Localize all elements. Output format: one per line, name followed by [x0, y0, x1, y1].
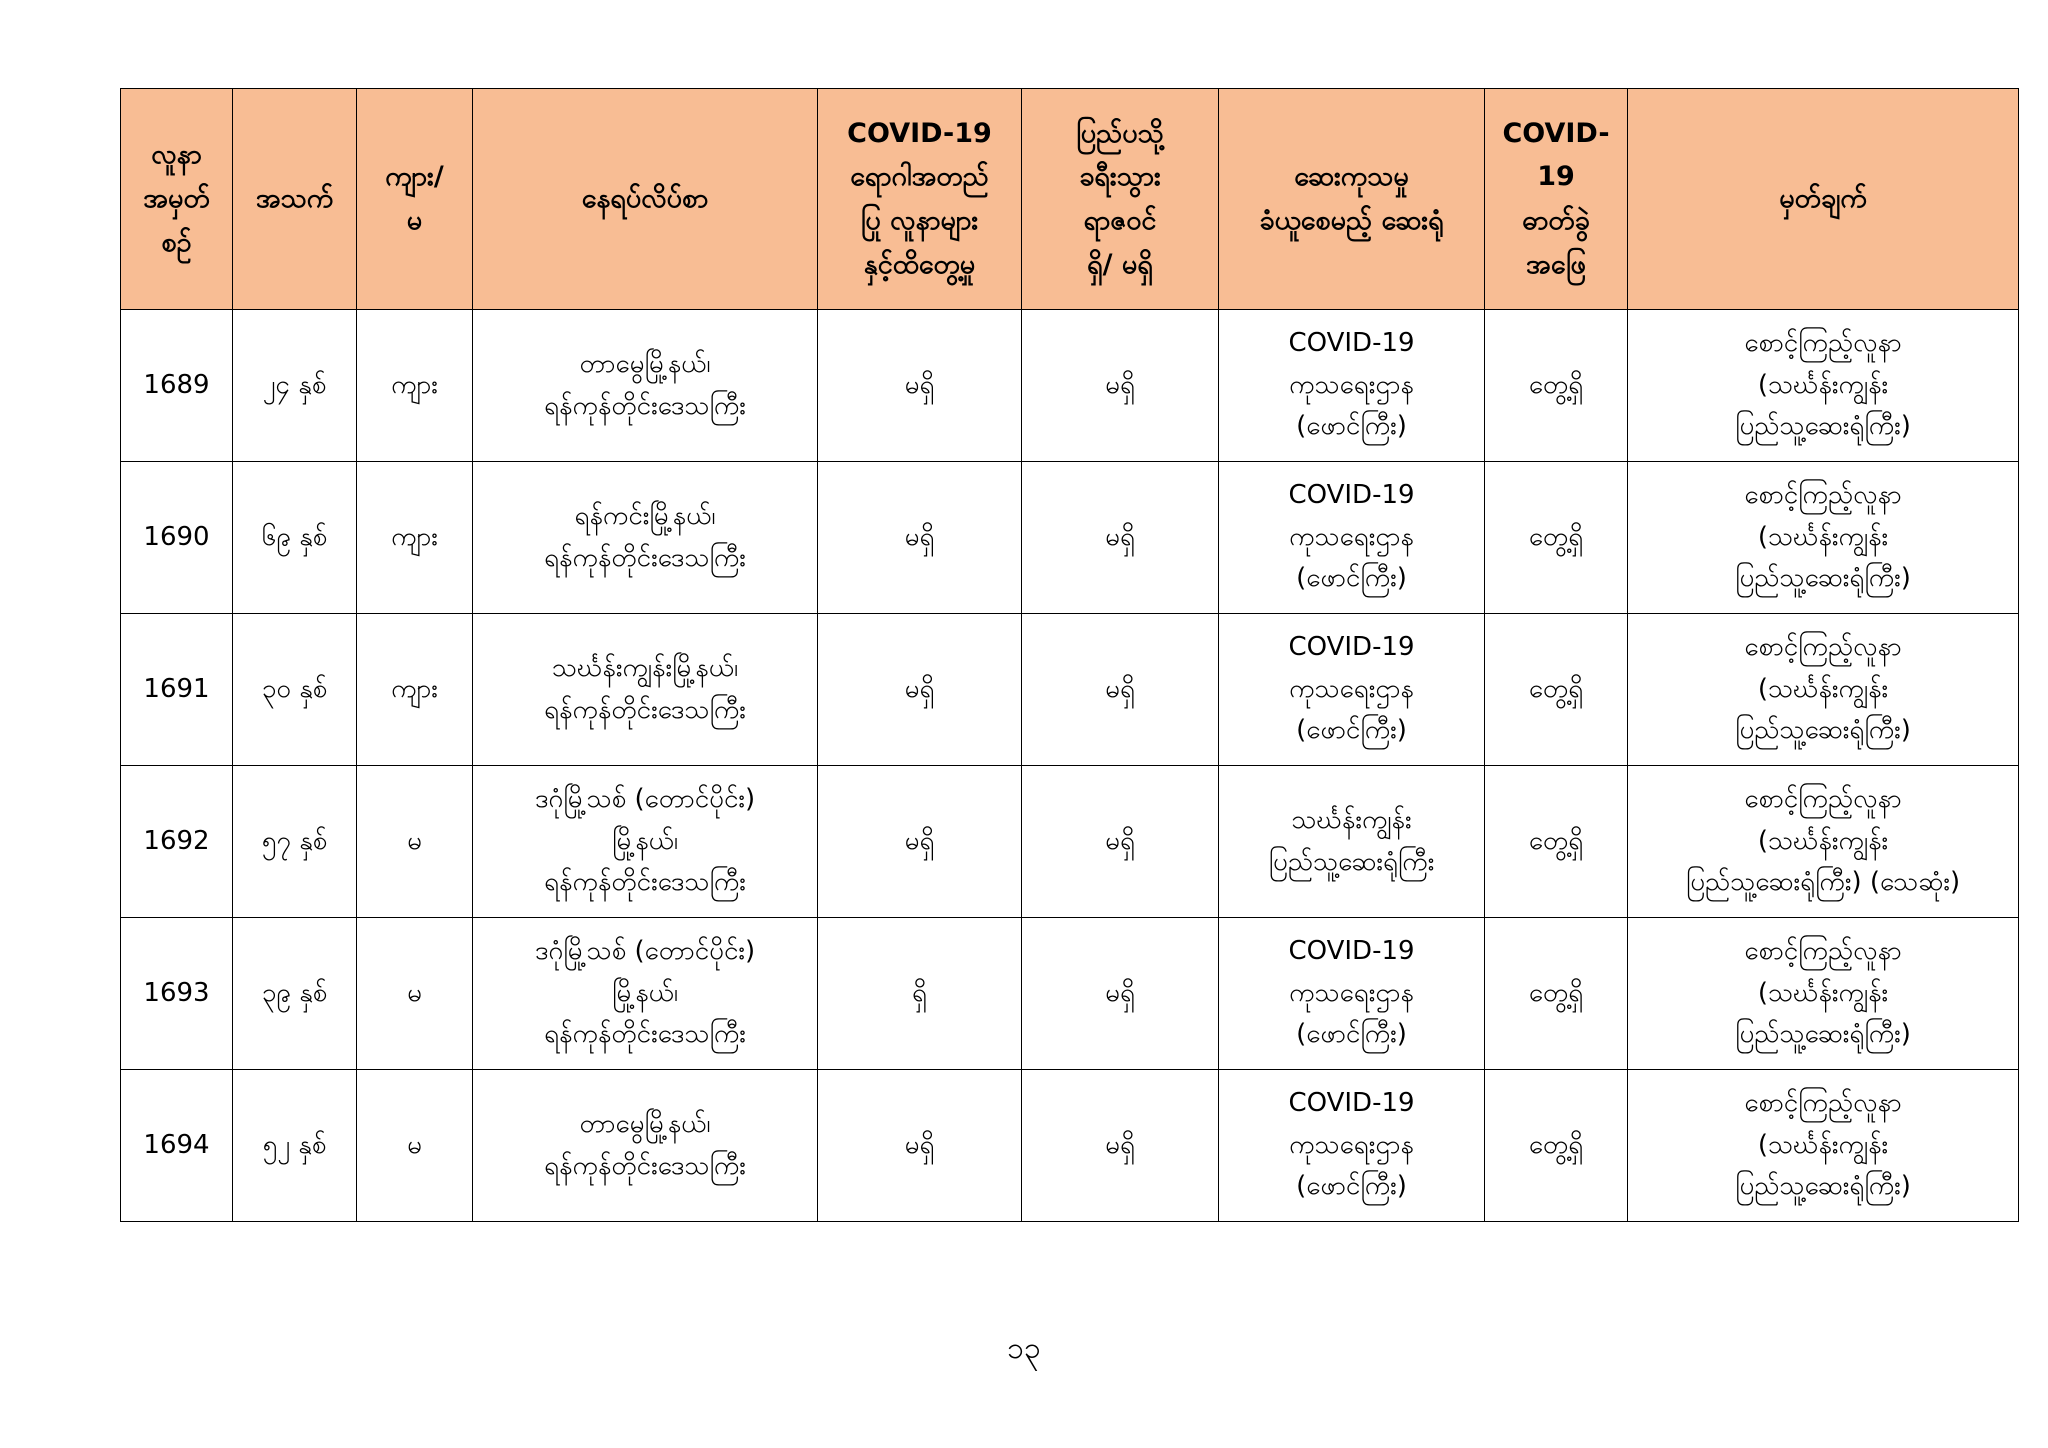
cell-line: (သင်္ဃန်းကျွန်း — [1757, 521, 1889, 552]
cell-line: တွေ့ရှိ — [1528, 1129, 1584, 1160]
cell-line: ရှိ — [912, 977, 927, 1008]
cell-line: (သင်္ဃန်းကျွန်း — [1757, 369, 1889, 400]
cell-line: ရန်ကုန်တိုင်းဒေသကြီး — [544, 694, 746, 725]
cell-line: ကုသရေးဌာန — [1289, 521, 1414, 552]
cell-remarks — [1628, 310, 2019, 462]
header-line: COVID- — [1502, 117, 1610, 149]
cell-travel-history — [1022, 1070, 1219, 1222]
cell-line: တွေ့ရှိ — [1528, 369, 1584, 400]
cell-line: 1689 — [143, 369, 210, 400]
cell-travel-history — [1022, 918, 1219, 1070]
cell-treatment-hospital — [1219, 766, 1485, 918]
cell-remarks — [1628, 918, 2019, 1070]
cell-line: (သင်္ဃန်းကျွန်း — [1757, 977, 1889, 1008]
cell-address — [473, 918, 818, 1070]
cell-travel-history — [1022, 462, 1219, 614]
cell-age — [233, 462, 357, 614]
cell-line: ပြည်သူ့ဆေးရုံကြီး) — [1735, 1171, 1911, 1202]
table-row — [121, 918, 2019, 1070]
cell-remarks — [1628, 462, 2019, 614]
cell-line: (ဖောင်ကြီး) — [1296, 1019, 1407, 1050]
cell-line: COVID-19 — [1288, 480, 1415, 511]
cell-contact-history — [818, 614, 1022, 766]
cell-remarks — [1628, 766, 2019, 918]
header-line: နေရပ်လိပ်စာ — [581, 183, 709, 215]
cell-case-number — [121, 766, 233, 918]
cell-line: COVID-19 — [1288, 328, 1415, 359]
cell-age — [233, 614, 357, 766]
cell-line: 1693 — [143, 977, 210, 1008]
cell-line: တွေ့ရှိ — [1528, 977, 1584, 1008]
cell-line: (ဖောင်ကြီး) — [1296, 411, 1407, 442]
cell-line: မ — [407, 825, 422, 856]
cell-address — [473, 310, 818, 462]
cell-travel-history — [1022, 766, 1219, 918]
cell-sex — [357, 766, 473, 918]
cell-line: COVID-19 — [1288, 936, 1415, 967]
header-line: နှင့်ထိတွေ့မှု — [863, 248, 976, 280]
cell-line: မရှိ — [904, 521, 935, 552]
cell-line: သင်္ဃန်းကျွန်းမြို့နယ်၊ — [551, 652, 739, 683]
cell-line: ၃၉ နှစ် — [261, 977, 328, 1008]
cell-address — [473, 1070, 818, 1222]
cell-line: သင်္ဃန်းကျွန်း — [1291, 804, 1412, 835]
cell-line: မရှိ — [1105, 1129, 1135, 1160]
cell-line: ၅၇ နှစ် — [261, 825, 328, 856]
cell-line: ကုသရေးဌာန — [1289, 977, 1414, 1008]
cell-line: ကုသရေးဌာန — [1289, 673, 1414, 704]
table-row — [121, 310, 2019, 462]
cell-line: ရန်ကင်းမြို့နယ်၊ — [574, 500, 716, 531]
cell-line: တာမွေမြို့နယ်၊ — [579, 1108, 711, 1139]
header-line: ကျား/ — [385, 161, 444, 193]
cell-case-number — [121, 462, 233, 614]
cell-lab-result — [1485, 1070, 1628, 1222]
header-treatment-hospital — [1219, 89, 1485, 310]
header-row — [121, 89, 2019, 310]
cell-line: ဒဂုံမြို့သစ် (တောင်ပိုင်း) — [534, 784, 756, 815]
cell-line: (သင်္ဃန်းကျွန်း — [1757, 673, 1889, 704]
cell-address — [473, 462, 818, 614]
cell-line: COVID-19 — [1288, 1088, 1415, 1119]
header-contact-history — [818, 89, 1022, 310]
cell-line: 1690 — [143, 521, 210, 552]
cell-sex — [357, 1070, 473, 1222]
table-header — [121, 89, 2019, 310]
cell-age — [233, 766, 357, 918]
cell-line: 1691 — [143, 673, 210, 704]
cell-remarks — [1628, 1070, 2019, 1222]
cell-line: ပြည်သူ့ဆေးရုံကြီး) — [1735, 715, 1911, 746]
header-line: မှတ်ချက် — [1779, 183, 1867, 215]
cell-line: ၅၂ နှစ် — [262, 1129, 327, 1160]
cell-line: ပြည်သူ့ဆေးရုံကြီး) (သေဆုံး) — [1685, 867, 1961, 898]
cell-line: ၆၉ နှစ် — [261, 521, 328, 552]
cell-lab-result — [1485, 310, 1628, 462]
cell-line: ရန်ကုန်တိုင်းဒေသကြီး — [544, 867, 746, 898]
header-line: 19 — [1537, 161, 1575, 193]
cell-contact-history — [818, 310, 1022, 462]
cell-treatment-hospital — [1219, 310, 1485, 462]
cell-line: ကျား — [391, 673, 438, 704]
case-table-container — [120, 88, 2018, 1222]
header-line: အဖြေ — [1526, 248, 1586, 280]
cell-line: (သင်္ဃန်းကျွန်း — [1757, 825, 1889, 856]
header-age — [233, 89, 357, 310]
cell-line: ၃၀ နှစ် — [261, 673, 328, 704]
cell-line: စောင့်ကြည့်လူနာ — [1744, 1088, 1902, 1119]
page-number: ၁၃ — [1007, 1331, 1041, 1366]
cell-lab-result — [1485, 614, 1628, 766]
cell-line: မရှိ — [904, 1129, 935, 1160]
cell-case-number — [121, 918, 233, 1070]
cell-sex — [357, 310, 473, 462]
header-line: မ — [406, 205, 423, 236]
cell-line: မရှိ — [1105, 825, 1135, 856]
cell-line: COVID-19 — [1288, 632, 1415, 663]
header-line: ခံယူစေမည့် ဆေးရုံ — [1259, 205, 1444, 236]
cell-line: ကျား — [391, 521, 438, 552]
cell-line: မရှိ — [904, 369, 935, 400]
table-row — [121, 1070, 2019, 1222]
cell-address — [473, 614, 818, 766]
cell-line: စောင့်ကြည့်လူနာ — [1744, 784, 1902, 815]
cell-sex — [357, 918, 473, 1070]
cell-line: ရန်ကုန်တိုင်းဒေသကြီး — [544, 542, 746, 573]
cell-line: ကုသရေးဌာန — [1289, 369, 1414, 400]
table-row — [121, 766, 2019, 918]
header-line: ပြည်ပသို့ — [1076, 117, 1164, 149]
header-line: အမှတ် — [143, 183, 210, 215]
cell-treatment-hospital — [1219, 1070, 1485, 1222]
covid-case-table — [120, 88, 2019, 1222]
cell-line: ဒဂုံမြို့သစ် (တောင်ပိုင်း) — [534, 936, 756, 967]
cell-line: ရန်ကုန်တိုင်းဒေသကြီး — [544, 390, 746, 421]
header-line: ဆေးကုသမှု — [1294, 161, 1409, 193]
cell-line: စောင့်ကြည့်လူနာ — [1744, 480, 1902, 511]
cell-age — [233, 310, 357, 462]
cell-remarks — [1628, 614, 2019, 766]
cell-age — [233, 1070, 357, 1222]
cell-travel-history — [1022, 614, 1219, 766]
cell-address — [473, 766, 818, 918]
header-case-number — [121, 89, 233, 310]
cell-line: ရန်ကုန်တိုင်းဒေသကြီး — [544, 1019, 746, 1050]
cell-line: (သင်္ဃန်းကျွန်း — [1757, 1129, 1889, 1160]
cell-line: မရှိ — [1105, 521, 1135, 552]
table-body — [121, 310, 2019, 1222]
cell-contact-history — [818, 1070, 1022, 1222]
cell-contact-history — [818, 462, 1022, 614]
header-line: ပြု လူနာများ — [860, 205, 979, 236]
cell-lab-result — [1485, 462, 1628, 614]
cell-line: ပြည်သူ့ဆေးရုံကြီး — [1268, 846, 1435, 877]
cell-line: ရန်ကုန်တိုင်းဒေသကြီး — [544, 1150, 746, 1181]
cell-treatment-hospital — [1219, 918, 1485, 1070]
header-line: ခရီးသွား — [1079, 161, 1161, 193]
cell-line: မ — [407, 1129, 422, 1160]
cell-sex — [357, 614, 473, 766]
cell-line: တာမွေမြို့နယ်၊ — [579, 348, 711, 379]
cell-line: (ဖောင်ကြီး) — [1296, 715, 1407, 746]
header-sex — [357, 89, 473, 310]
cell-line: တွေ့ရှိ — [1528, 673, 1584, 704]
cell-treatment-hospital — [1219, 462, 1485, 614]
cell-line: (ဖောင်ကြီး) — [1296, 563, 1407, 594]
cell-line: တွေ့ရှိ — [1528, 825, 1584, 856]
cell-line: မ — [407, 977, 422, 1008]
header-line: အသက် — [255, 183, 334, 215]
header-line: လူနာ — [151, 139, 202, 171]
cell-line: စောင့်ကြည့်လူနာ — [1744, 328, 1902, 359]
cell-line: မရှိ — [904, 825, 935, 856]
cell-line: ပြည်သူ့ဆေးရုံကြီး) — [1735, 1019, 1911, 1050]
cell-sex — [357, 462, 473, 614]
cell-line: မြို့နယ်၊ — [611, 977, 679, 1008]
cell-travel-history — [1022, 310, 1219, 462]
cell-age — [233, 918, 357, 1070]
cell-contact-history — [818, 766, 1022, 918]
cell-line: 1692 — [143, 825, 210, 856]
header-line: ရှိ/ မရှိ — [1087, 248, 1153, 280]
cell-case-number — [121, 1070, 233, 1222]
cell-case-number — [121, 614, 233, 766]
cell-line: ပြည်သူ့ဆေးရုံကြီး) — [1735, 411, 1911, 442]
cell-line: မရှိ — [1105, 977, 1135, 1008]
cell-line: ပြည်သူ့ဆေးရုံကြီး) — [1735, 563, 1911, 594]
cell-line: စောင့်ကြည့်လူနာ — [1744, 936, 1902, 967]
header-address — [473, 89, 818, 310]
header-line: ရောဂါအတည် — [850, 161, 989, 193]
table-row — [121, 462, 2019, 614]
cell-lab-result — [1485, 766, 1628, 918]
cell-line: ကုသရေးဌာန — [1289, 1129, 1414, 1160]
header-line: စဉ် — [161, 226, 192, 258]
header-lab-result — [1485, 89, 1628, 310]
cell-line: တွေ့ရှိ — [1528, 521, 1584, 552]
header-line: COVID-19 — [847, 117, 992, 149]
header-travel-history — [1022, 89, 1219, 310]
cell-line: ၂၄ နှစ် — [262, 369, 327, 400]
cell-contact-history — [818, 918, 1022, 1070]
cell-line: စောင့်ကြည့်လူနာ — [1744, 632, 1902, 663]
cell-line: 1694 — [143, 1129, 210, 1160]
header-line: ဓာတ်ခွဲ — [1522, 205, 1590, 236]
cell-line: ကျား — [391, 369, 438, 400]
cell-line: မြို့နယ်၊ — [611, 825, 679, 856]
cell-line: မရှိ — [904, 673, 935, 704]
cell-case-number — [121, 310, 233, 462]
cell-lab-result — [1485, 918, 1628, 1070]
header-remarks — [1628, 89, 2019, 310]
header-line: ရာဇဝင် — [1083, 205, 1157, 236]
cell-line: (ဖောင်ကြီး) — [1296, 1171, 1407, 1202]
cell-line: မရှိ — [1105, 369, 1135, 400]
cell-line: မရှိ — [1105, 673, 1135, 704]
table-row — [121, 614, 2019, 766]
cell-treatment-hospital — [1219, 614, 1485, 766]
